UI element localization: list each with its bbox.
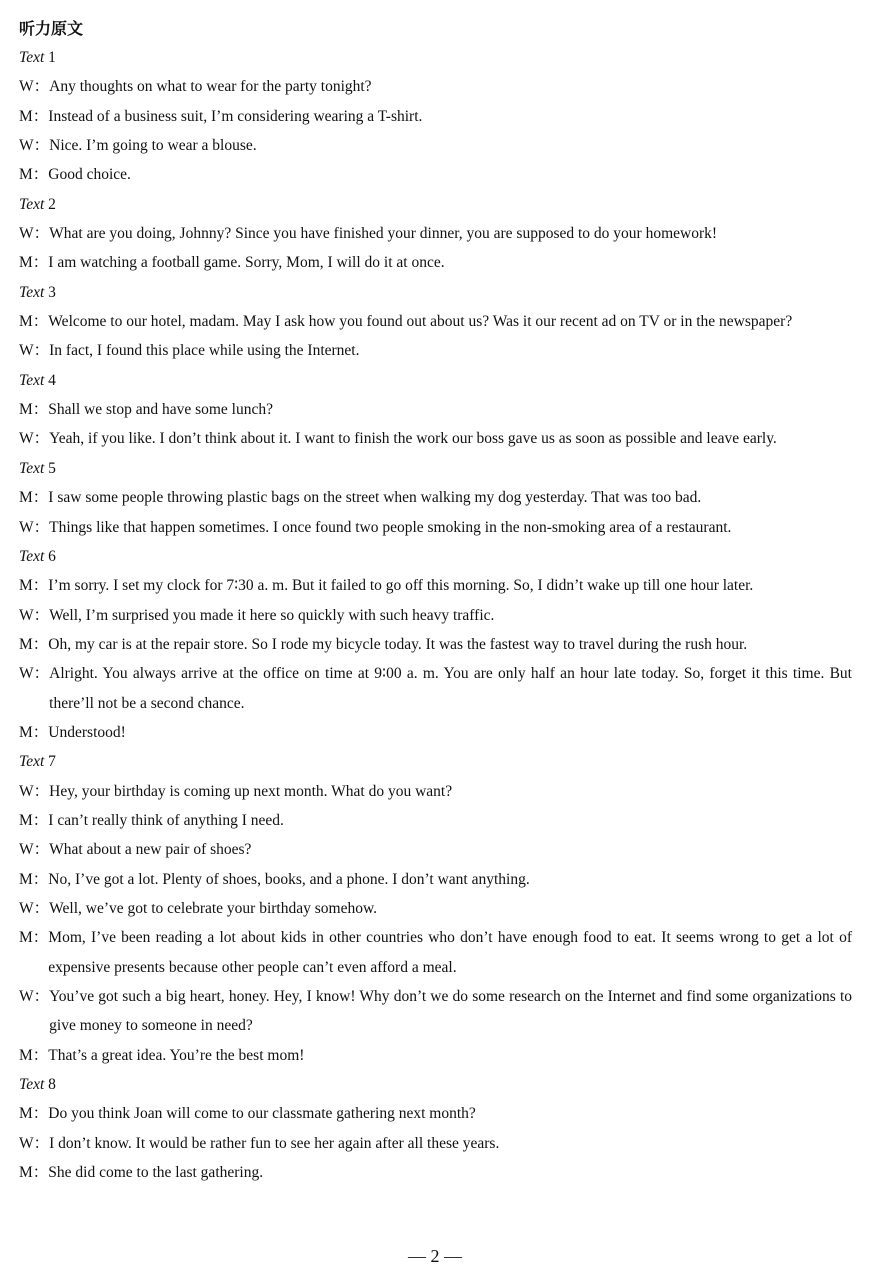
speaker-label: W： <box>19 988 50 1005</box>
speaker-label: M： <box>19 577 49 595</box>
section-label: Text <box>19 459 45 477</box>
speaker-label: M： <box>19 166 49 184</box>
section-label: Text <box>19 753 45 771</box>
section-heading <box>19 190 852 219</box>
utterance-text: I don’t know. It would be rather fun to see her again after all these years. <box>49 1134 500 1152</box>
dialogue-line <box>19 1129 852 1158</box>
utterance-text: Any thoughts on what to wear for the party tonight? <box>49 78 372 96</box>
speaker-label: M： <box>19 870 49 888</box>
dialogue-line <box>19 571 852 600</box>
utterance-text: That’s a great idea. You’re the best mom! <box>48 1046 305 1064</box>
utterance-text: I am watching a football game. Sorry, Mom, I will do it at once. <box>48 254 445 272</box>
speaker-label: W： <box>19 342 50 360</box>
utterance-text: No, I’ve got a lot. Plenty of shoes, books, and a phone. I don’t want anything. <box>48 870 530 888</box>
utterance-text: Things like that happen sometimes. I once found two people smoking in the non-smoking area of a restaurant. <box>49 518 732 536</box>
utterance-text: I saw some people throwing plastic bags on the street when walking my dog yesterday. That was too bad. <box>48 489 702 507</box>
speaker-label: W： <box>19 518 50 536</box>
utterance-text: Good choice. <box>48 166 131 184</box>
utterance-text: Shall we stop and have some lunch? <box>48 401 273 419</box>
dialogue-line <box>19 160 852 189</box>
section-number: 8 <box>48 1076 56 1094</box>
dialogue-line <box>19 1158 852 1187</box>
section-heading <box>19 1070 852 1099</box>
speaker-label: W： <box>19 782 50 800</box>
utterance-text: Nice. I’m going to wear a blouse. <box>49 137 257 155</box>
speaker-label: M： <box>19 929 49 947</box>
utterance-text: In fact, I found this place while using the Internet. <box>49 342 360 360</box>
section-label: Text <box>19 195 45 213</box>
speaker-label: M： <box>19 313 49 331</box>
utterance-text: Well, I’m surprised you made it here so quickly with such heavy traffic. <box>49 606 495 624</box>
speaker-label: M： <box>19 811 49 829</box>
dialogue-line <box>19 72 852 101</box>
dialogue-line <box>19 336 852 365</box>
speaker-label: M： <box>19 107 49 125</box>
speaker-label: M： <box>19 1046 49 1064</box>
speaker-label: M： <box>19 254 49 272</box>
dialogue-line <box>19 630 852 659</box>
speaker-label: M： <box>19 1105 49 1123</box>
section-number: 6 <box>48 547 56 565</box>
section-label: Text <box>19 547 45 565</box>
speaker-label: W： <box>19 1134 50 1152</box>
section-number: 7 <box>48 753 56 771</box>
utterance-text: I can’t really think of anything I need. <box>48 811 284 829</box>
dialogue-line <box>19 424 852 453</box>
dialogue-line <box>19 894 852 923</box>
section-heading <box>19 454 852 483</box>
dialogue-line <box>19 777 852 806</box>
utterance-text: Oh, my car is at the repair store. So I rode my bicycle today. It was the fastest way to travel during the rush hour. <box>48 635 748 653</box>
speaker-label: M： <box>19 723 49 741</box>
dialogue-line <box>19 923 852 982</box>
speaker-label: W： <box>19 225 50 243</box>
section-label: Text <box>19 371 45 389</box>
utterance-text: What about a new pair of shoes? <box>49 841 252 859</box>
speaker-label: W： <box>19 899 50 917</box>
speaker-label: M： <box>19 489 49 507</box>
utterance-text: She did come to the last gathering. <box>48 1164 264 1182</box>
utterance-text: Hey, your birthday is coming up next month. What do you want? <box>49 782 453 800</box>
utterance-text: Mom, I’ve been reading a lot about kids in other countries who don’t have enough food to eat. It seems wrong to get a lot of expensive presents because other people can’t even afford a meal. <box>48 929 852 976</box>
utterance-text: Yeah, if you like. I don’t think about it. I want to finish the work our boss gave us as soon as possible and leave early. <box>49 430 777 448</box>
section-heading <box>19 278 852 307</box>
transcript-page <box>19 14 852 1187</box>
speaker-label: W： <box>19 137 50 155</box>
speaker-label: W： <box>19 841 50 859</box>
section-label: Text <box>19 49 45 66</box>
section-number: 2 <box>48 195 56 213</box>
utterance-text: What are you doing, Johnny? Since you have finished your dinner, you are supposed to do your homework! <box>49 225 718 243</box>
dialogue-line <box>19 483 852 512</box>
utterance-text: Alright. You always arrive at the office on time at 9∶00 a. m. You are only half an hour late today. So, forget it this time. But there’ll not be a second chance. <box>49 665 852 712</box>
dialogue-line <box>19 806 852 835</box>
section-label: Text <box>19 1076 45 1094</box>
speaker-label: W： <box>19 606 50 624</box>
dialogue-line <box>19 601 852 630</box>
section-heading <box>19 43 852 72</box>
utterance-text: Understood! <box>48 723 126 741</box>
page-title: 听力原文 <box>19 19 84 38</box>
section-number: 5 <box>48 459 56 477</box>
speaker-label: M： <box>19 635 49 653</box>
dialogue-line <box>19 835 852 864</box>
utterance-text: You’ve got such a big heart, honey. Hey, I know! Why don’t we do some research on the Internet and find some organizations to give money to someone in need? <box>49 988 852 1035</box>
dialogue-line <box>19 131 852 160</box>
speaker-label: W： <box>19 430 50 448</box>
speaker-label: W： <box>19 78 50 96</box>
section-heading <box>19 366 852 395</box>
speaker-label: M： <box>19 401 49 419</box>
speaker-label: W： <box>19 665 50 683</box>
dialogue-line <box>19 395 852 424</box>
section-number: 3 <box>48 283 56 301</box>
dialogue-line <box>19 718 852 747</box>
dialogue-line <box>19 102 852 131</box>
dialogue-line <box>19 248 852 277</box>
transcript-body <box>19 43 852 1187</box>
section-heading <box>19 747 852 776</box>
dialogue-line <box>19 307 852 336</box>
section-heading <box>19 542 852 571</box>
page-number: — 2 — <box>408 1246 462 1266</box>
utterance-text: Do you think Joan will come to our classmate gathering next month? <box>48 1105 476 1123</box>
dialogue-line <box>19 982 852 1041</box>
utterance-text: Well, we’ve got to celebrate your birthday somehow. <box>49 899 378 917</box>
section-number: 1 <box>48 49 56 66</box>
section-label: Text <box>19 283 45 301</box>
dialogue-line <box>19 865 852 894</box>
section-number: 4 <box>48 371 56 389</box>
dialogue-line <box>19 1041 852 1070</box>
dialogue-line <box>19 513 852 542</box>
utterance-text: Instead of a business suit, I’m considering wearing a T-shirt. <box>48 107 423 125</box>
utterance-text: Welcome to our hotel, madam. May I ask how you found out about us? Was it our recent ad on TV or in the newspaper? <box>48 313 793 331</box>
dialogue-line <box>19 1099 852 1128</box>
speaker-label: M： <box>19 1164 49 1182</box>
dialogue-line <box>19 219 852 248</box>
dialogue-line <box>19 659 852 718</box>
utterance-text: I’m sorry. I set my clock for 7∶30 a. m. But it failed to go off this morning. So, I didn’t wake up till one hour later. <box>48 577 754 595</box>
